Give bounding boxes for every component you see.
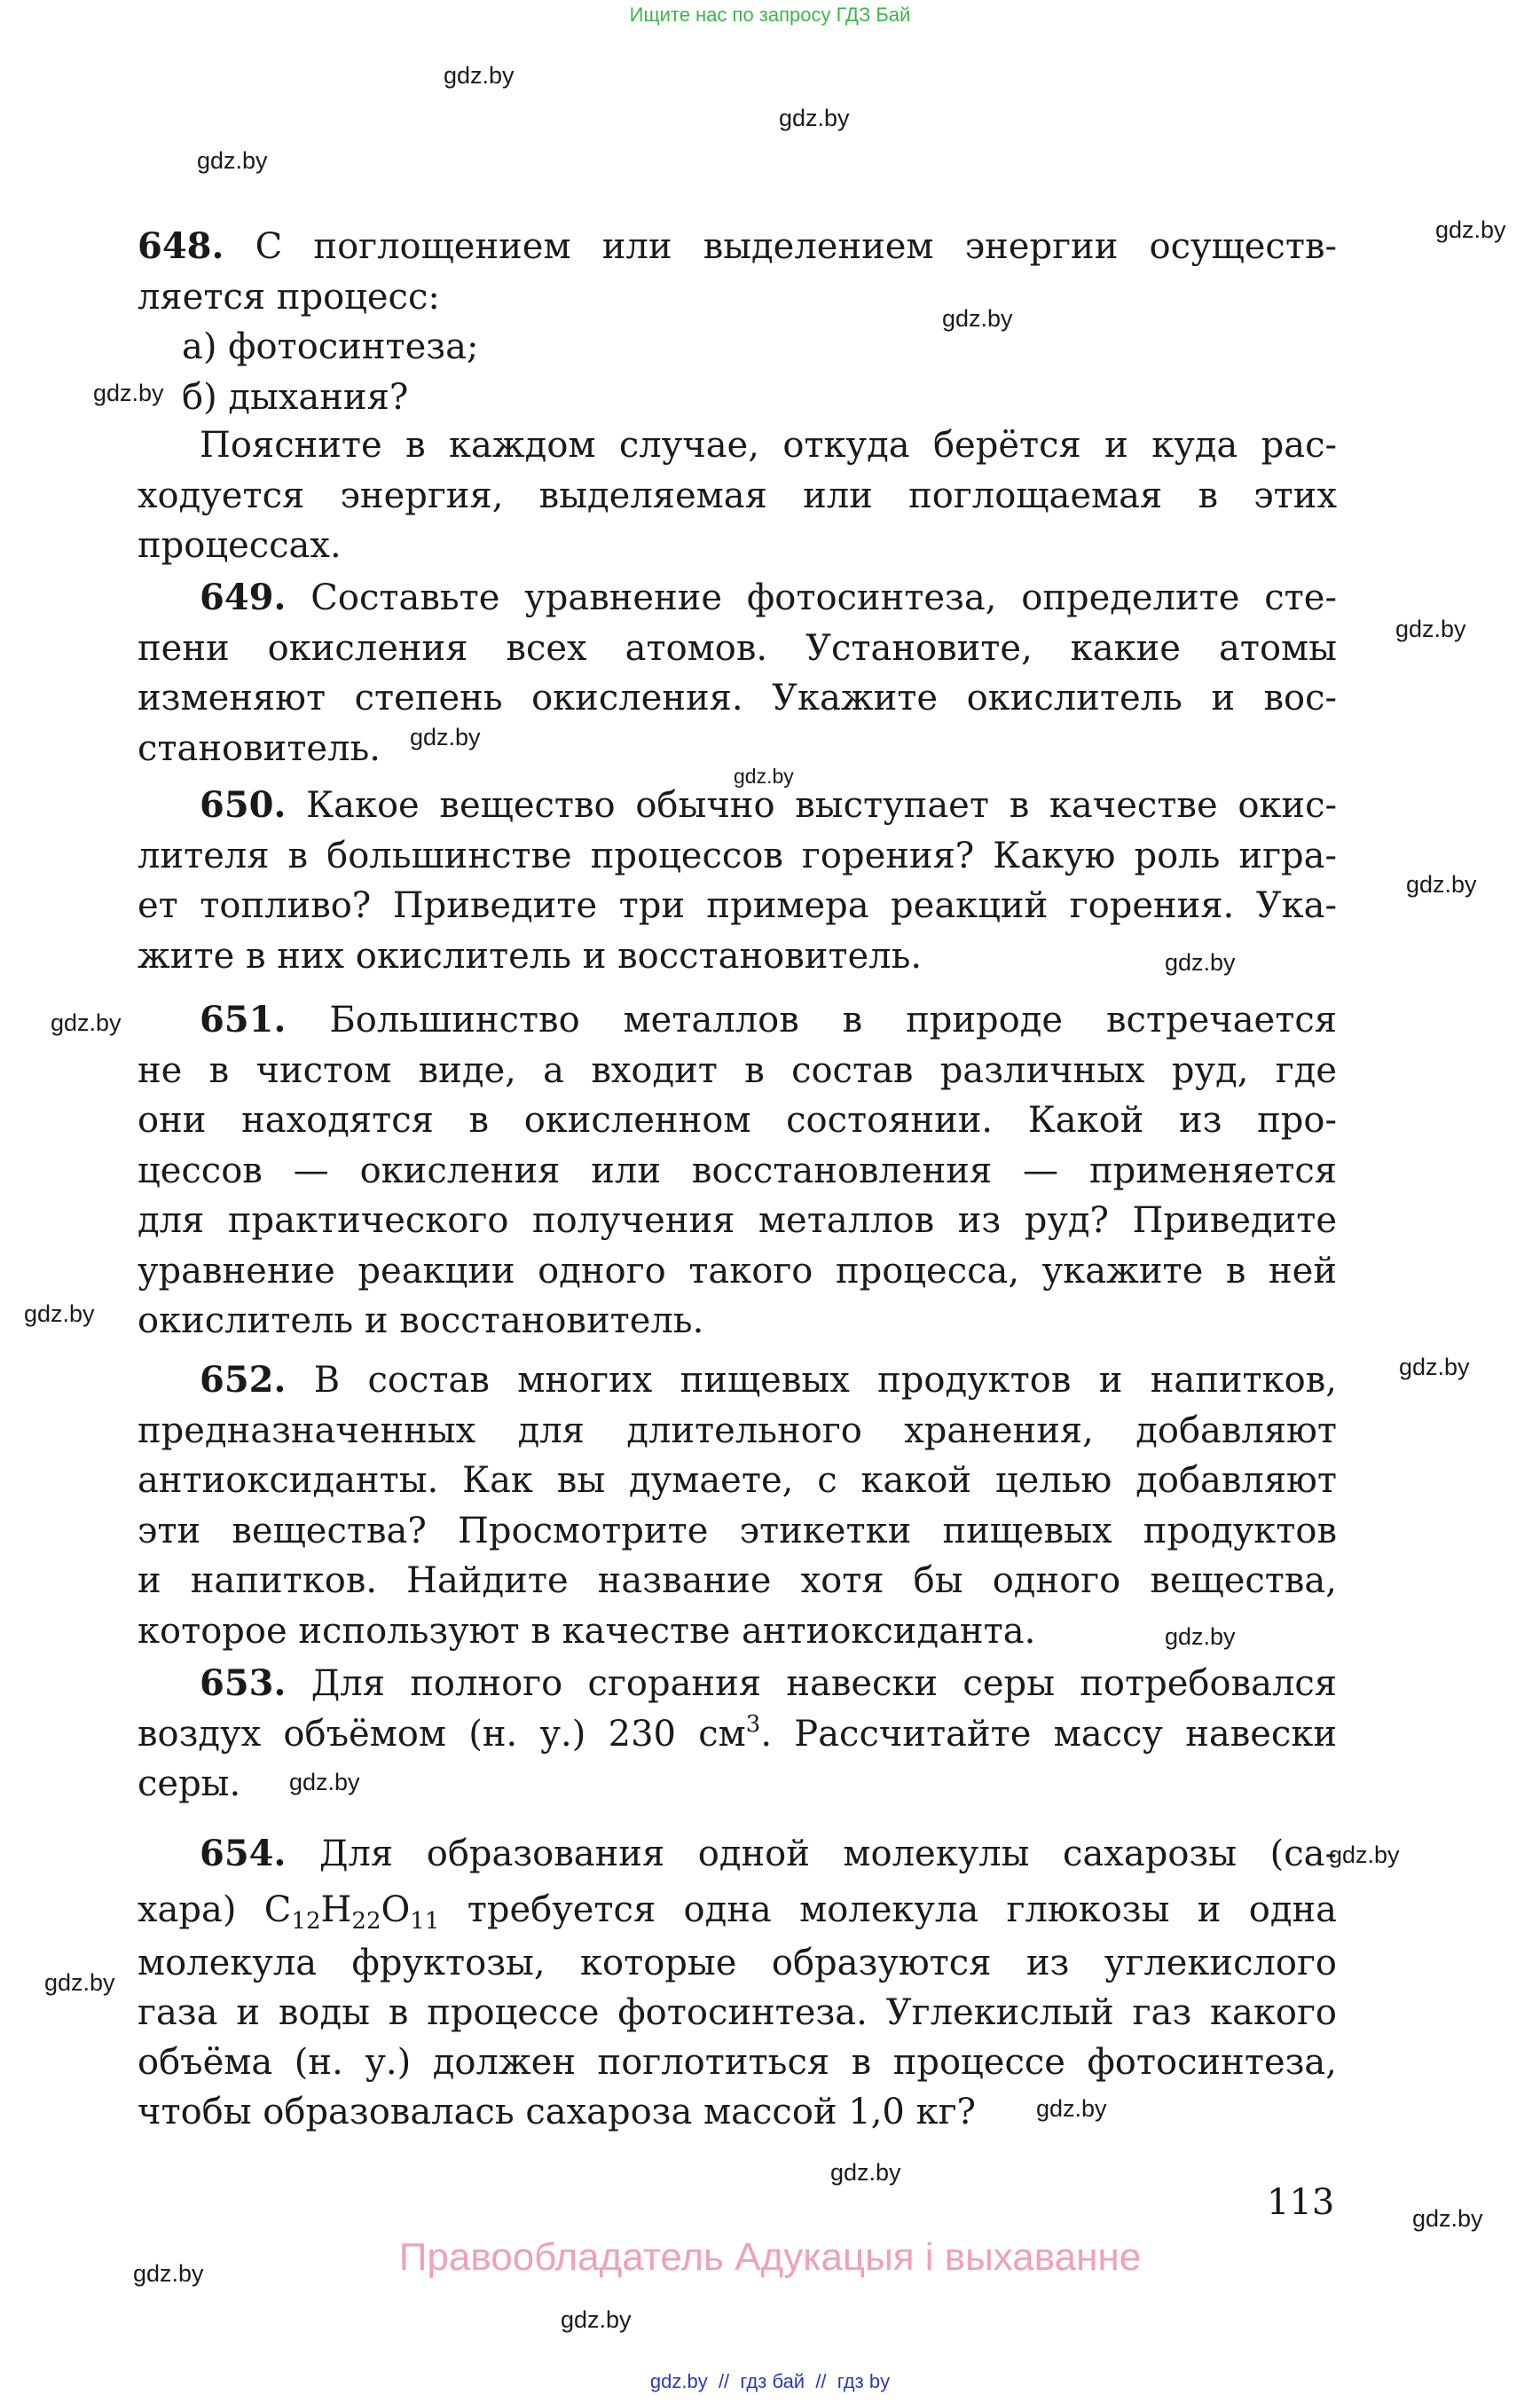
watermark: gdz.by bbox=[1406, 871, 1477, 898]
problem-line bbox=[138, 1196, 1337, 1246]
watermark: gdz.by bbox=[51, 1009, 122, 1036]
problem-line-text: эти вещества? Просмотрите этикетки пищевых продуктов bbox=[138, 1510, 1337, 1551]
problem-line bbox=[138, 781, 1337, 831]
problem-line-text: пени окисления всех атомов. Установите, какие атомы bbox=[138, 627, 1337, 669]
problem-line-text: молекула фруктозы, которые образуются из углекислого bbox=[138, 1943, 1337, 1983]
watermark: gdz.by bbox=[1165, 1623, 1236, 1650]
watermark: gdz.by bbox=[830, 2159, 901, 2186]
problem-number: 651. bbox=[200, 999, 287, 1041]
formula-part: хара) C bbox=[138, 1889, 292, 1930]
watermark: gdz.by bbox=[561, 2306, 632, 2333]
problem-line bbox=[138, 1988, 1337, 2038]
problem-line-text: не в чистом виде, а входит в состав различных руд, где bbox=[138, 1049, 1337, 1091]
problem-line-text: они находятся в окисленном состоянии. Какой из про- bbox=[138, 1100, 1337, 1141]
problem-line-text: чтобы образовалась сахароза массой 1,0 кг? bbox=[138, 2092, 976, 2132]
problem-line-text: В состав многих пищевых продуктов и напитков, bbox=[313, 1360, 1337, 1401]
problem-line bbox=[138, 1826, 1337, 1882]
problem-number: 653. bbox=[200, 1662, 287, 1704]
watermark: gdz.by bbox=[24, 1300, 95, 1327]
problem-648 bbox=[138, 222, 1337, 571]
problem-line bbox=[138, 373, 1337, 423]
problem-line-text: лителя в большинстве процессов горения? Какую роль игра- bbox=[138, 835, 1337, 876]
problem-line bbox=[138, 1659, 1337, 1709]
copyright-footer: Правообладатель Адукацыя і выхаванне bbox=[398, 2235, 1142, 2279]
problem-number: 649. bbox=[200, 577, 287, 618]
problem-line bbox=[138, 1355, 1337, 1406]
problem-line-text: Для образования одной молекулы сахарозы (са- bbox=[319, 1834, 1337, 1874]
problem-line bbox=[138, 521, 1337, 571]
problem-line-text: ет топливо? Приведите три примера реакций горения. Ука- bbox=[138, 885, 1337, 926]
watermark: gdz.by bbox=[444, 62, 515, 89]
superscript: 3 bbox=[745, 1710, 761, 1738]
subscript: 11 bbox=[410, 1908, 440, 1935]
watermark: gdz.by bbox=[1399, 1354, 1470, 1380]
problem-line-text: Какое вещество обычно выступает в качестве окис- bbox=[306, 785, 1337, 826]
problem-line bbox=[138, 1759, 1337, 1810]
problem-line-text: окислитель и восстановитель. bbox=[138, 1300, 704, 1341]
problem-line bbox=[138, 1606, 1337, 1657]
watermark: gdz.by bbox=[1412, 2205, 1483, 2232]
problem-line bbox=[138, 1506, 1337, 1557]
problem-line-text: ляется процесс: bbox=[138, 276, 440, 318]
problem-line bbox=[138, 1296, 1337, 1347]
watermark: gdz.by bbox=[734, 765, 794, 788]
watermark: gdz.by bbox=[410, 724, 481, 750]
subscript: 22 bbox=[351, 1908, 381, 1935]
problem-line-text: Составьте уравнение фотосинтеза, определите сте- bbox=[310, 577, 1337, 618]
problem-line bbox=[138, 1095, 1337, 1146]
problem-line bbox=[138, 624, 1337, 674]
watermark: gdz.by bbox=[289, 1769, 360, 1795]
problem-line-text: цессов — окисления или восстановления — применяется bbox=[138, 1150, 1337, 1191]
problem-line-text: уравнение реакции одного такого процесса, укажите в ней bbox=[138, 1250, 1337, 1292]
problem-line bbox=[138, 471, 1337, 522]
problem-line-text: изменяют степень окисления. Укажите окислитель и вос- bbox=[138, 678, 1337, 719]
problem-line-text: объёма (н. у.) должен поглотиться в процессе фотосинтеза, bbox=[138, 2042, 1337, 2083]
problem-line-text: б) дыхания? bbox=[182, 376, 409, 418]
problem-line-text: предназначенных для длительного хранения, добавляют bbox=[138, 1410, 1337, 1451]
problem-654 bbox=[138, 1826, 1337, 2137]
watermark: gdz.by bbox=[1395, 616, 1466, 642]
problem-line bbox=[138, 420, 1337, 471]
problem-line bbox=[138, 1406, 1337, 1457]
problem-number: 652. bbox=[200, 1359, 287, 1401]
watermark: gdz.by bbox=[1165, 949, 1236, 976]
problem-line bbox=[138, 1146, 1337, 1197]
problem-line-text: процессах. bbox=[138, 525, 342, 566]
problem-line bbox=[138, 2087, 1337, 2137]
problem-line-text: ходуется энергия, выделяемая или поглощаемая в этих bbox=[138, 475, 1337, 516]
problem-line-text: жите в них окислитель и восстановитель. bbox=[138, 935, 923, 977]
problem-line-text: воздух объёмом (н. у.) 230 см bbox=[138, 1713, 746, 1755]
problem-line bbox=[138, 881, 1337, 931]
problem-650 bbox=[138, 781, 1337, 981]
problem-line-text: антиоксиданты. Как вы думаете, с какой целью добавляют bbox=[138, 1460, 1337, 1501]
problem-line bbox=[138, 1882, 1337, 1938]
problem-line bbox=[138, 1246, 1337, 1297]
problem-line bbox=[138, 322, 1337, 373]
problem-line-text: требуется одна молекула глюкозы и одна bbox=[439, 1889, 1337, 1930]
watermark: gdz.by bbox=[133, 2260, 204, 2287]
problem-line-text: для практического получения металлов из руд? Приведите bbox=[138, 1200, 1337, 1241]
watermark: gdz.by bbox=[1036, 2095, 1107, 2122]
problem-651 bbox=[138, 995, 1337, 1347]
problem-line-text: Большинство металлов в природе встречается bbox=[329, 1000, 1337, 1041]
problem-line bbox=[138, 1556, 1337, 1606]
watermark: gdz.by bbox=[44, 1969, 115, 1996]
problem-line bbox=[138, 931, 1337, 982]
page-number: 113 bbox=[1267, 2182, 1335, 2223]
problem-number: 654. bbox=[200, 1833, 287, 1874]
problem-line bbox=[138, 1938, 1337, 1988]
watermark: gdz.by bbox=[1435, 216, 1506, 243]
problem-line-text: серы. bbox=[138, 1763, 241, 1804]
formula-part: O bbox=[381, 1889, 411, 1930]
watermark: gdz.by bbox=[197, 147, 268, 174]
watermark: gdz.by bbox=[93, 380, 164, 406]
problem-line bbox=[138, 1456, 1337, 1506]
problem-652 bbox=[138, 1355, 1337, 1656]
watermark: gdz.by bbox=[942, 305, 1013, 332]
top-banner[interactable]: Ищите нас по запросу ГДЗ Бай bbox=[629, 4, 911, 26]
problem-line-text: которое используют в качестве антиоксиданта. bbox=[138, 1610, 1036, 1652]
problem-line-text: Поясните в каждом случае, откуда берётся и куда рас- bbox=[200, 425, 1337, 466]
problem-line-text: . Рассчитайте массу навески bbox=[760, 1713, 1337, 1755]
problem-line-text: становитель. bbox=[138, 727, 381, 769]
problem-line-text: С поглощением или выделением энергии осуществ- bbox=[255, 226, 1337, 267]
problem-line-text: газа и воды в процессе фотосинтеза. Углекислый газ какого bbox=[138, 1992, 1337, 2033]
subscript: 12 bbox=[291, 1908, 321, 1935]
formula-part: H bbox=[320, 1889, 352, 1930]
problem-number: 648. bbox=[138, 225, 224, 267]
watermark: gdz.by bbox=[779, 105, 850, 131]
bottom-links[interactable]: gdz.by // гдз бай // гдз by bbox=[649, 2370, 891, 2392]
problem-line-text: Для полного сгорания навески серы потребовался bbox=[310, 1663, 1338, 1704]
problem-line-text: а) фотосинтеза; bbox=[182, 326, 479, 367]
problem-line bbox=[138, 995, 1337, 1046]
problem-line bbox=[138, 222, 1337, 272]
problem-line bbox=[138, 1046, 1337, 1096]
problem-line-text: и напитков. Найдите название хотя бы одного вещества, bbox=[138, 1560, 1337, 1601]
problem-line bbox=[138, 673, 1337, 724]
problem-653 bbox=[138, 1659, 1337, 1810]
problem-line bbox=[138, 272, 1337, 323]
problem-line bbox=[138, 724, 1337, 774]
problem-649 bbox=[138, 573, 1337, 774]
problem-line bbox=[138, 573, 1337, 624]
watermark: gdz.by bbox=[1329, 1842, 1400, 1868]
problem-line bbox=[138, 1709, 1337, 1760]
problem-line bbox=[138, 831, 1337, 882]
problem-number: 650. bbox=[200, 784, 287, 826]
problem-line bbox=[138, 2038, 1337, 2087]
